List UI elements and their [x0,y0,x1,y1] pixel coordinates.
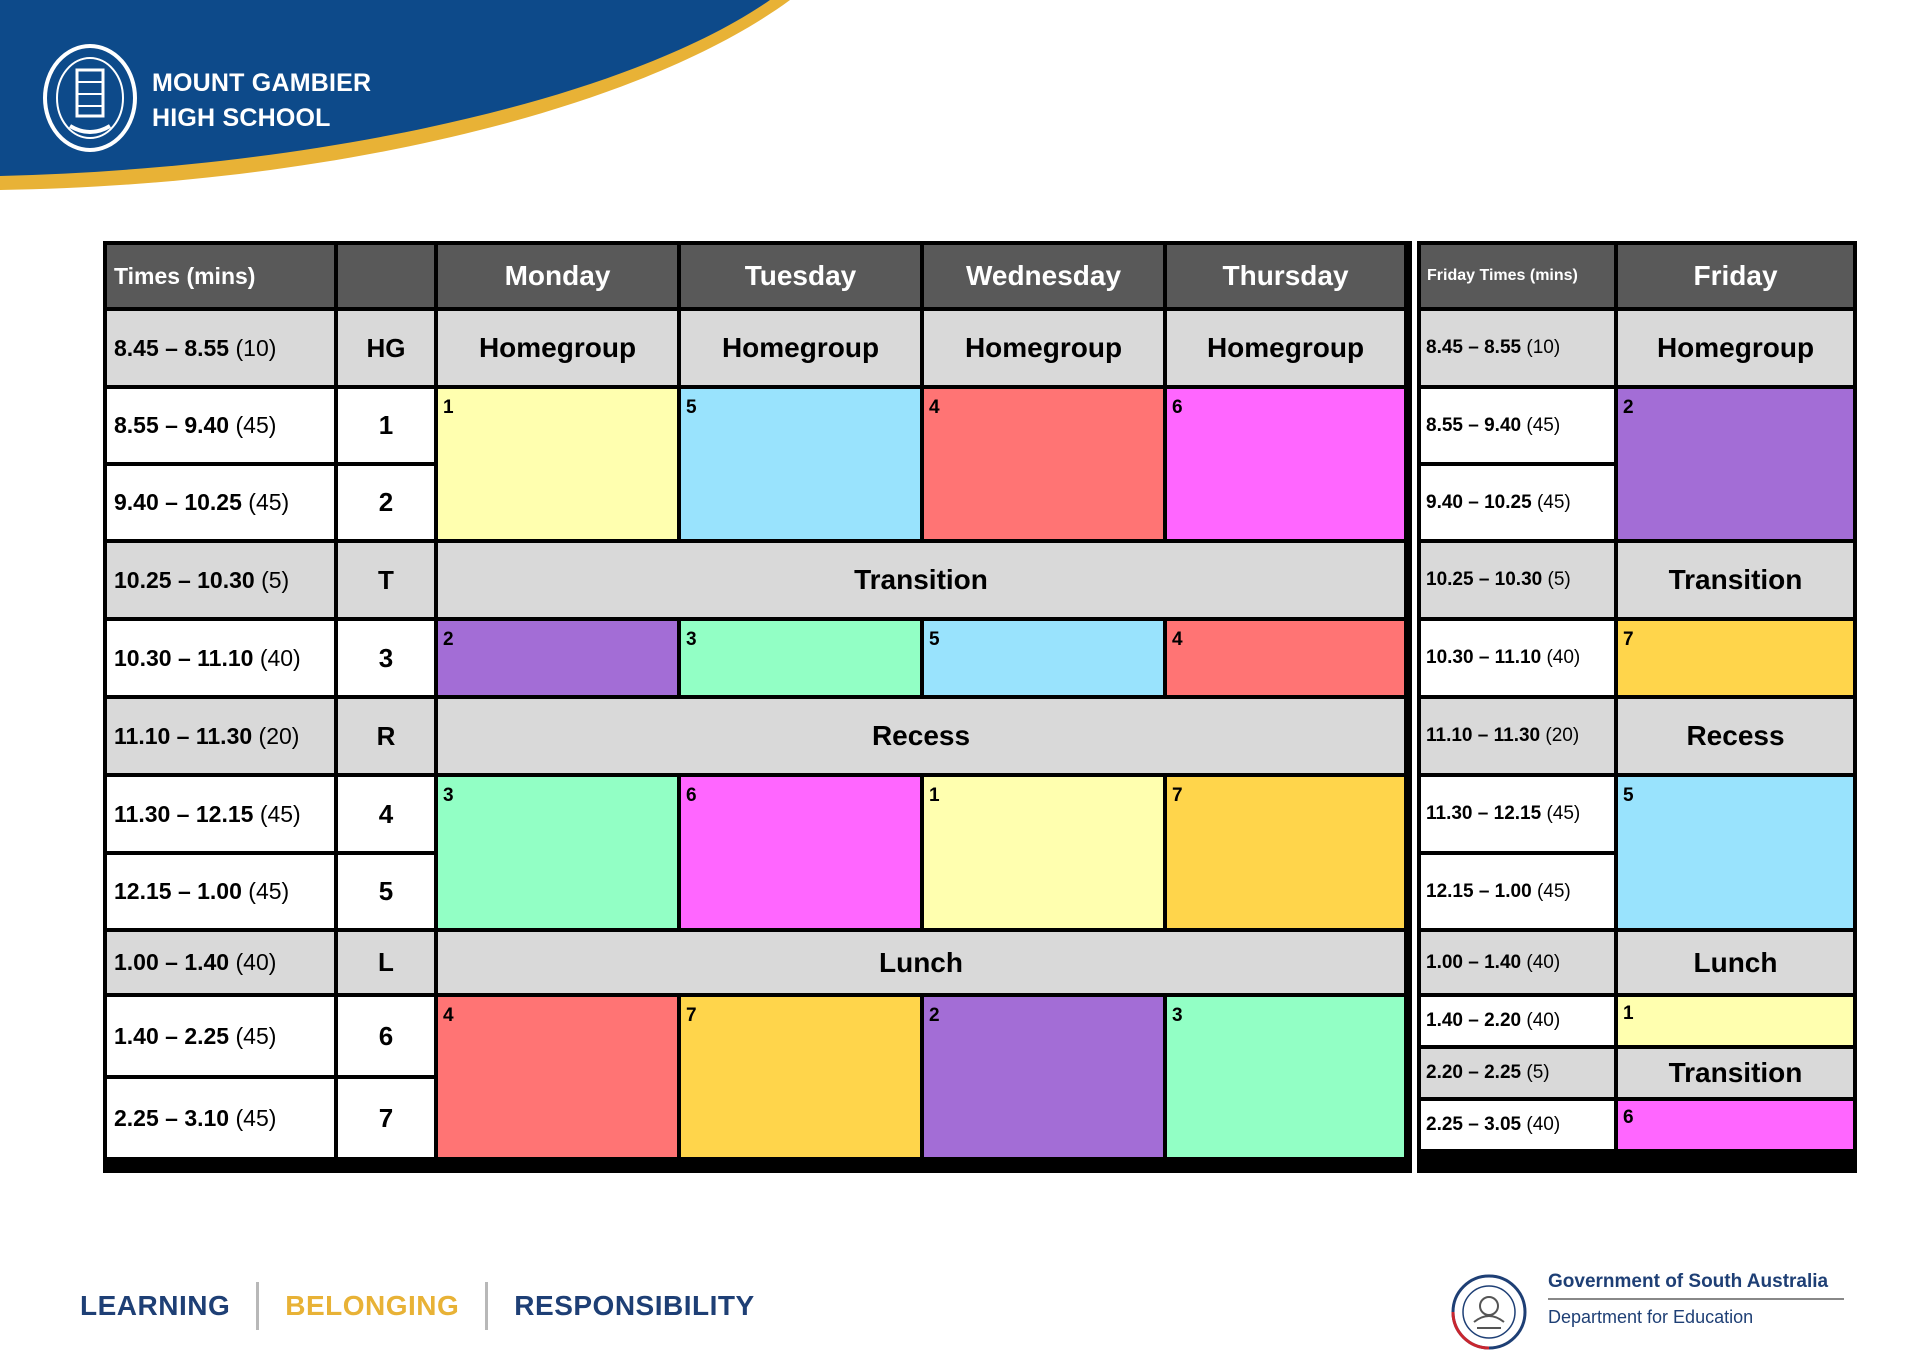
school-name [152,66,371,136]
lesson-block: 3 [1167,997,1404,1157]
time-cell: 8.55 – 9.40 (45) [107,389,334,462]
friday-lesson-block: 5 [1618,777,1853,928]
lesson-block: 7 [681,997,920,1157]
homegroup-cell: Homegroup [1167,311,1404,385]
lesson-block: 7 [1167,777,1404,928]
lunch-band: Lunch [438,932,1404,993]
day-header-thursday: Thursday [1167,245,1404,307]
friday-transition-band: Transition [1618,543,1853,617]
homegroup-cell: Homegroup [438,311,677,385]
time-cell: 12.15 – 1.00 (45) [107,855,334,928]
government-divider [1548,1298,1844,1300]
time-cell: 1.00 – 1.40 (40) [107,932,334,993]
friday-times-header: Friday Times (mins) [1421,245,1614,307]
motto-responsibility: RESPONSIBILITY [514,1290,755,1321]
lesson-block: 5 [681,389,920,539]
lesson-block: 6 [681,777,920,928]
department-name: Department for Education [1548,1307,1754,1327]
period-code: R [338,699,434,773]
government-branding [1548,1271,1844,1328]
motto-divider [485,1282,488,1330]
friday-time-cell: 9.40 – 10.25 (45) [1421,466,1614,539]
time-cell: 8.45 – 8.55 (10) [107,311,334,385]
lesson-block: 1 [438,389,677,539]
school-name-line1: MOUNT GAMBIER [152,69,372,97]
lesson-block: 4 [438,997,677,1157]
friday-lesson-block: 2 [1618,389,1853,539]
homegroup-cell: Homegroup [681,311,920,385]
friday-time-cell: 1.40 – 2.20 (40) [1421,997,1614,1045]
friday-time-cell: 10.30 – 11.10 (40) [1421,621,1614,695]
friday-time-cell: 2.20 – 2.25 (5) [1421,1049,1614,1097]
friday-time-cell: 8.45 – 8.55 (10) [1421,311,1614,385]
lesson-block: 1 [924,777,1163,928]
time-cell: 2.25 – 3.10 (45) [107,1079,334,1157]
day-header-wednesday: Wednesday [924,245,1163,307]
friday-lesson-block: 1 [1618,997,1853,1045]
government-name: Government of South Australia [1548,1271,1829,1292]
friday-time-cell: 8.55 – 9.40 (45) [1421,389,1614,462]
friday-recess-band: Recess [1618,699,1853,773]
period-code: 4 [338,777,434,851]
lesson-block: 2 [438,621,677,695]
school-crest-icon [40,42,140,160]
period-code: 7 [338,1079,434,1157]
friday-homegroup-cell: Homegroup [1618,311,1853,385]
school-motto [80,1282,755,1330]
friday-transition-band-afternoon: Transition [1618,1049,1853,1097]
day-header-monday: Monday [438,245,677,307]
period-code: HG [338,311,434,385]
friday-time-cell: 11.10 – 11.30 (20) [1421,699,1614,773]
friday-timetable [1417,241,1857,1173]
lesson-block: 4 [1167,621,1404,695]
time-cell: 11.10 – 11.30 (20) [107,699,334,773]
lesson-block: 3 [438,777,677,928]
motto-belonging: BELONGING [285,1290,460,1321]
motto-learning: LEARNING [80,1290,231,1321]
friday-time-cell: 1.00 – 1.40 (40) [1421,932,1614,993]
friday-lesson-block: 6 [1618,1101,1853,1149]
lesson-block: 5 [924,621,1163,695]
lesson-block: 4 [924,389,1163,539]
school-name-line2: HIGH SCHOOL [152,104,331,132]
period-code: 2 [338,466,434,539]
period-code: 6 [338,997,434,1075]
code-header [338,245,434,307]
time-cell: 9.40 – 10.25 (45) [107,466,334,539]
friday-lesson-block: 7 [1618,621,1853,695]
day-header-tuesday: Tuesday [681,245,920,307]
time-cell: 11.30 – 12.15 (45) [107,777,334,851]
lesson-block: 6 [1167,389,1404,539]
weekday-timetable [103,241,1412,1173]
lesson-block: 3 [681,621,920,695]
lesson-block: 2 [924,997,1163,1157]
time-cell: 1.40 – 2.25 (45) [107,997,334,1075]
transition-band: Transition [438,543,1404,617]
day-header-friday: Friday [1618,245,1853,307]
period-code: 5 [338,855,434,928]
period-code: T [338,543,434,617]
recess-band: Recess [438,699,1404,773]
south-australia-seal-icon [1450,1270,1528,1354]
period-code: 3 [338,621,434,695]
homegroup-cell: Homegroup [924,311,1163,385]
period-code: L [338,932,434,993]
times-header: Times (mins) [107,245,334,307]
friday-time-cell: 10.25 – 10.30 (5) [1421,543,1614,617]
friday-time-cell: 11.30 – 12.15 (45) [1421,777,1614,851]
friday-time-cell: 2.25 – 3.05 (40) [1421,1101,1614,1149]
time-cell: 10.30 – 11.10 (40) [107,621,334,695]
period-code: 1 [338,389,434,462]
motto-divider [256,1282,259,1330]
friday-time-cell: 12.15 – 1.00 (45) [1421,855,1614,928]
friday-lunch-band: Lunch [1618,932,1853,993]
time-cell: 10.25 – 10.30 (5) [107,543,334,617]
